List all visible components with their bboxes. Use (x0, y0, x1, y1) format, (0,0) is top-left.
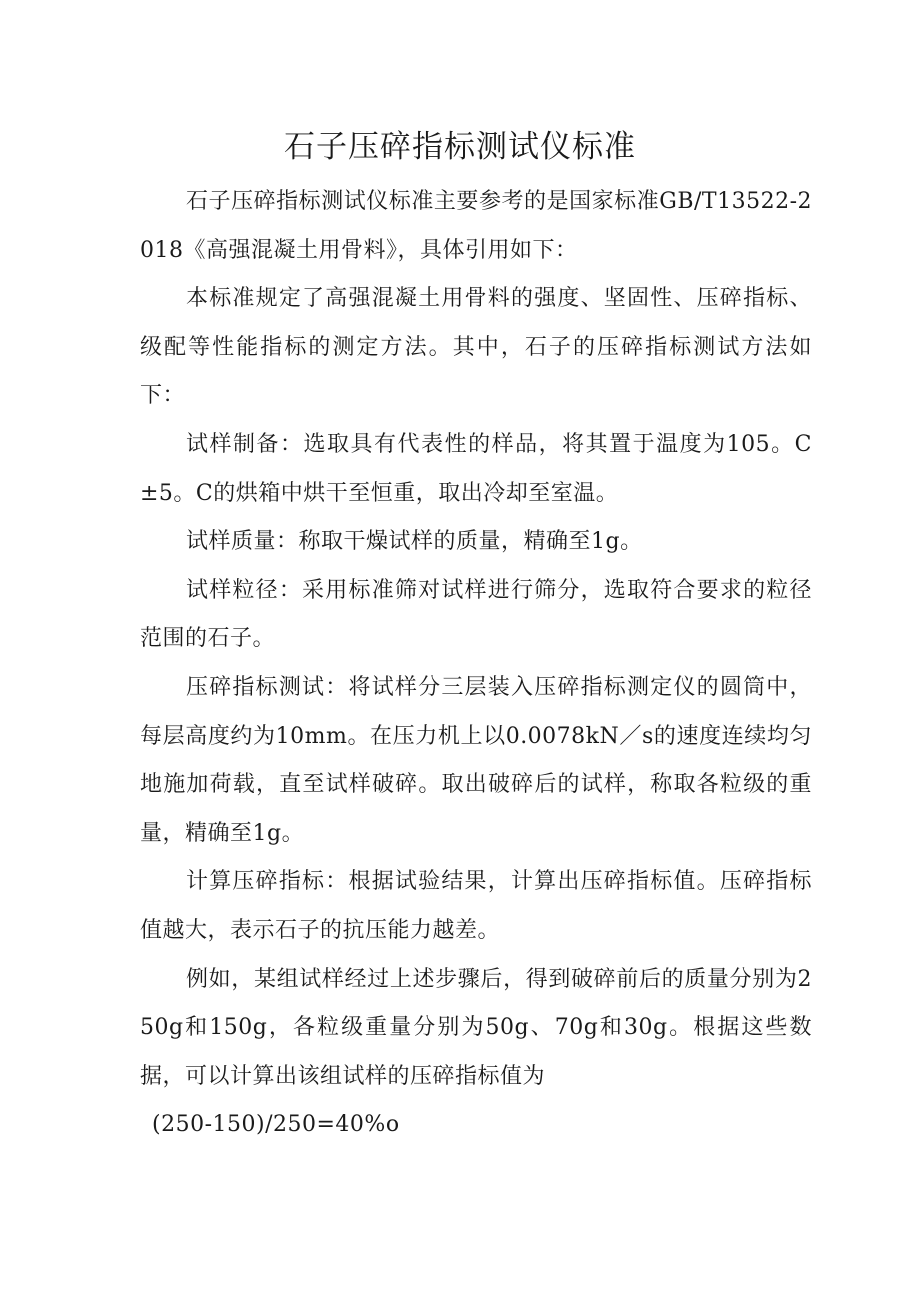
document-title: 石子压碎指标测试仪标准 (284, 129, 636, 165)
paragraph-crushing-test: 压碎指标测试：将试样分三层装入压碎指标测定仪的圆筒中，每层高度约为10mm。在压力机上以0.0078kN／s的速度连续均匀地施加荷载，直至试样破碎。取出破碎后的试样，称取各粒级的重量，精确至1g。 (140, 674, 812, 846)
formula-line: (250-150)/250=40%o (152, 1112, 400, 1138)
paragraph-intro: 石子压碎指标测试仪标准主要参考的是国家标准GB/T13522-2018《高强混凝土用骨料》，具体引用如下： (140, 189, 812, 263)
paragraph-sample-mass: 试样质量：称取干燥试样的质量，精确至1g。 (186, 529, 643, 555)
document-body (140, 178, 812, 1150)
paragraph-sample-preparation: 试样制备：选取具有代表性的样品，将其置于温度为105。C±5。C的烘箱中烘干至恒重，取出冷却至室温。 (140, 431, 812, 506)
paragraph-scope: 本标准规定了高强混凝土用骨料的强度、坚固性、压碎指标、级配等性能指标的测定方法。其中，石子的压碎指标测试方法如下： (140, 286, 812, 409)
paragraph-example: 例如，某组试样经过上述步骤后，得到破碎前后的质量分别为250g和150g，各粒级重量分别为50g、70g和30g。根据这些数据，可以计算出该组试样的压碎指标值为 (140, 966, 812, 1089)
paragraph-sample-size: 试样粒径：采用标准筛对试样进行筛分，选取符合要求的粒径范围的石子。 (140, 577, 812, 652)
paragraph-calculation: 计算压碎指标：根据试验结果，计算出压碎指标值。压碎指标值越大，表示石子的抗压能力越差。 (140, 869, 812, 943)
